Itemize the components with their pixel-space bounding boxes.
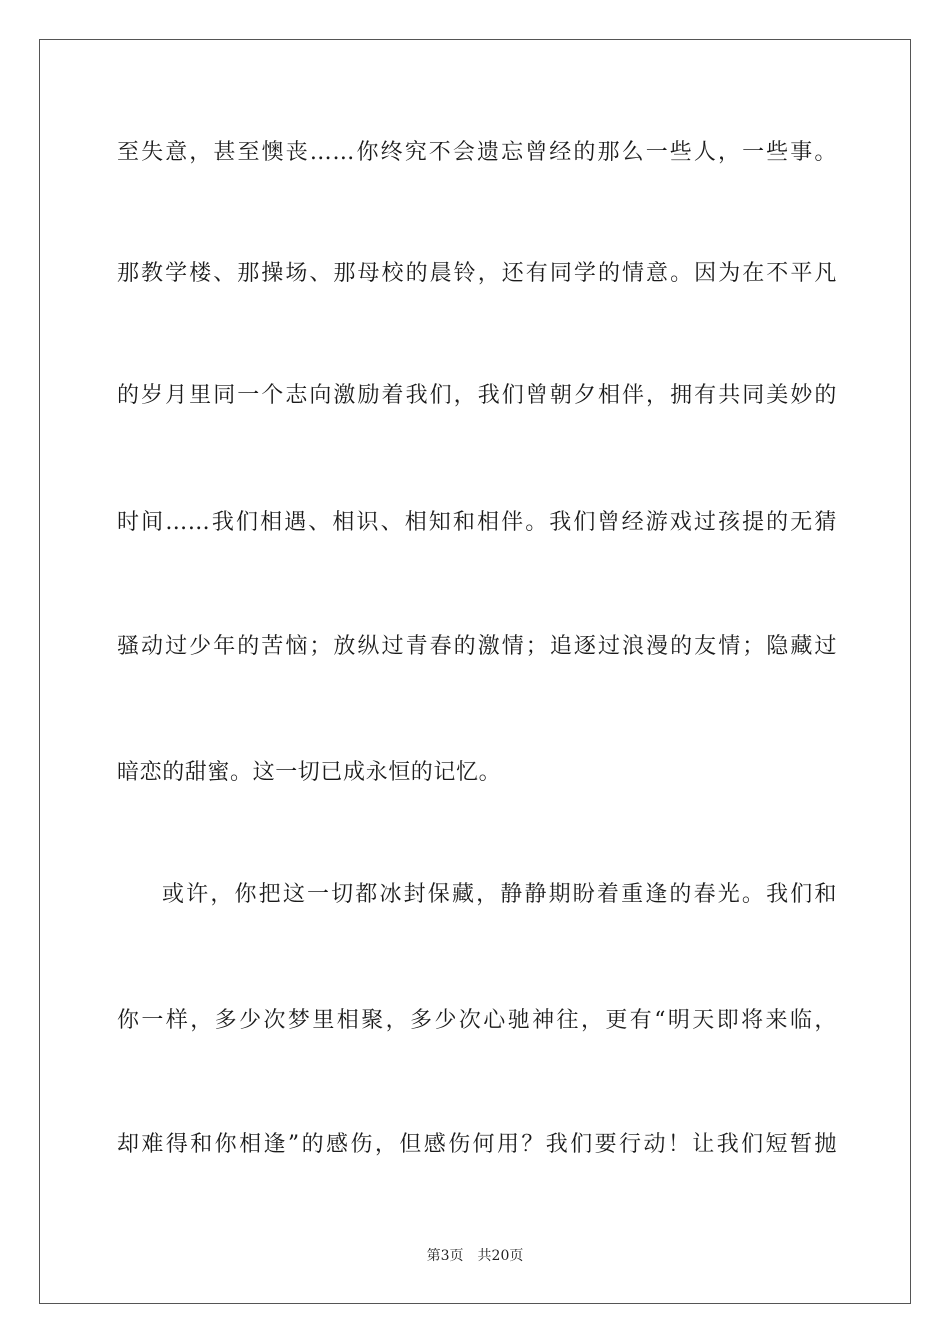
paragraph-2-line-3: 却难得和你相逢”的感伤，但感伤何用？我们要行动！让我们短暂抛 — [117, 1132, 837, 1157]
paragraph-1-line-3: 的岁月里同一个志向激励着我们，我们曾朝夕相伴，拥有共同美妙的 — [117, 383, 837, 408]
paragraph-1-line-5: 骚动过少年的苦恼；放纵过青春的激情；追逐过浪漫的友情；隐藏过 — [117, 634, 837, 659]
paragraph-2-line-2: 你一样，多少次梦里相聚，多少次心驰神往，更有“明天即将来临， — [117, 1008, 837, 1033]
paragraph-1-line-6: 暗恋的甜蜜。这一切已成永恒的记忆。 — [117, 760, 502, 785]
paragraph-1-line-4: 时间……我们相遇、相识、相知和相伴。我们曾经游戏过孩提的无猜 — [117, 510, 837, 535]
page-number-total: 共20页 — [477, 1248, 524, 1264]
page-border — [39, 39, 911, 1304]
page-footer — [0, 1246, 950, 1266]
paragraph-2-line-1: 或许，你把这一切都冰封保藏，静静期盼着重逢的春光。我们和 — [162, 882, 837, 907]
paragraph-1-line-2: 那教学楼、那操场、那母校的晨铃，还有同学的情意。因为在不平凡 — [117, 261, 837, 286]
page-number-current: 第3页 — [426, 1248, 464, 1264]
paragraph-1-line-1: 至失意，甚至懊丧……你终究不会遗忘曾经的那么一些人，一些事。 — [117, 140, 837, 165]
